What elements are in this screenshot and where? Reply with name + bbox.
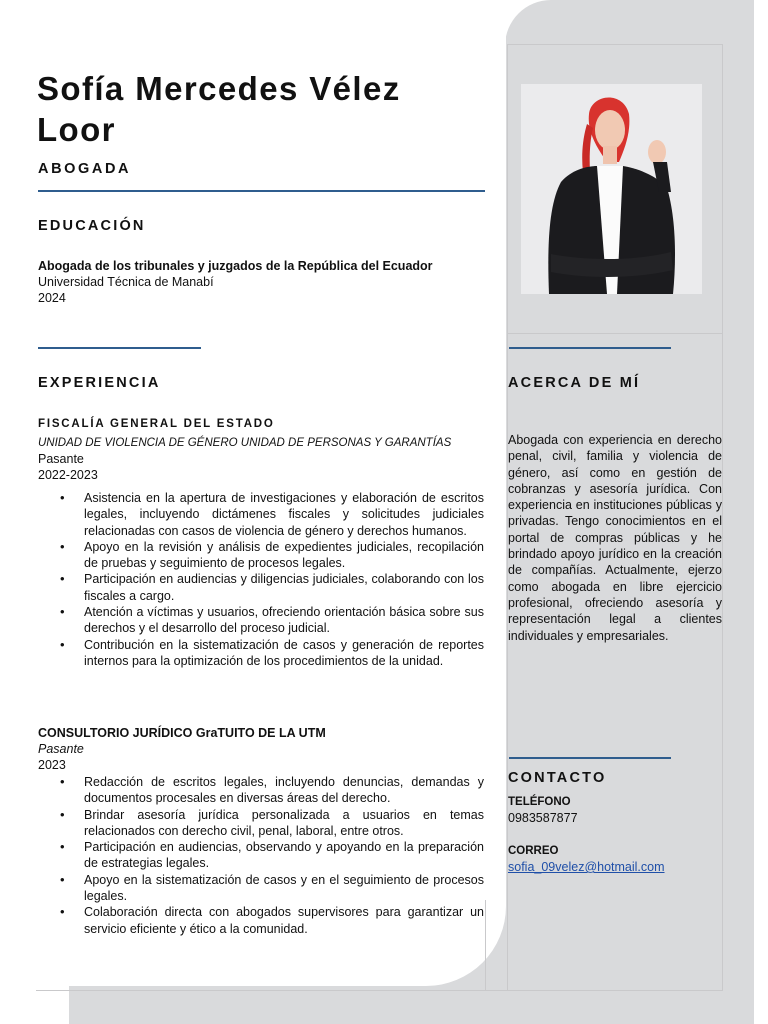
employer-name: FISCALÍA GENERAL DEL ESTADO: [38, 418, 275, 430]
about-heading: ACERCA DE MÍ: [508, 375, 641, 391]
header-divider: [38, 190, 485, 192]
candidate-name: Sofía Mercedes Vélez Loor: [37, 70, 401, 148]
grid-line: [722, 44, 723, 990]
employer-unit: UNIDAD DE VIOLENCIA DE GÉNERO UNIDAD DE PERSONAS Y GARANTÍAS: [38, 437, 452, 449]
education-heading: EDUCACIÓN: [38, 218, 146, 234]
list-item: • Asistencia en la apertura de investigaciones y elaboración de escritos legales, incluyendo dictámenes fiscales y solicitudes judiciales relacionadas con casos de violencia de género y derechos humanos.: [84, 490, 484, 539]
email-link[interactable]: sofia_09velez@hotmail.com: [508, 860, 665, 874]
grid-line: [36, 990, 723, 991]
list-item: • Atención a víctimas y usuarios, ofreciendo orientación básica sobre sus derechos y el desarrollo del proceso judicial.: [84, 604, 484, 637]
list-item: • Brindar asesoría jurídica personalizada a usuarios en temas relacionados con derecho civil, penal, laboral, entre otros.: [84, 807, 484, 840]
job-title: ABOGADA: [38, 161, 132, 177]
education-degree: Abogada de los tribunales y juzgados de la República del Ecuador: [38, 259, 433, 273]
about-divider: [509, 347, 671, 349]
list-item: • Apoyo en la sistematización de casos y en el seguimiento de procesos legales.: [84, 872, 484, 905]
list-item: • Apoyo en la revisión y análisis de expedientes judiciales, recopilación de pruebas y seguimiento de procesos legales.: [84, 539, 484, 572]
grid-line: [507, 333, 723, 334]
list-item: • Contribución en la sistematización de casos y generación de reportes internos para la optimización de los procedimientos de la unidad.: [84, 637, 484, 670]
job-position: Pasante: [38, 742, 84, 756]
job-dates: 2022-2023: [38, 468, 98, 482]
portrait-icon: [521, 84, 702, 294]
education-institution: Universidad Técnica de Manabí: [38, 275, 214, 289]
list-item: • Colaboración directa con abogados supervisores para garantizar un servicio eficiente y ético a la comunidad.: [84, 904, 484, 937]
contact-divider: [509, 757, 671, 759]
email-label: CORREO: [508, 845, 559, 857]
grid-line: [507, 44, 723, 45]
education-year: 2024: [38, 291, 66, 305]
employer-name: CONSULTORIO JURÍDICO GraTUITO DE LA UTM: [38, 726, 326, 740]
grid-line: [485, 900, 486, 990]
portrait-photo: [521, 84, 702, 294]
contact-heading: CONTACTO: [508, 770, 607, 786]
job-dates: 2023: [38, 758, 66, 772]
phone-label: TELÉFONO: [508, 796, 571, 808]
job-duties-list: [38, 490, 484, 669]
experience-heading: EXPERIENCIA: [38, 375, 161, 391]
list-item: • Participación en audiencias y diligencias judiciales, colaborando con los fiscales a cargo.: [84, 571, 484, 604]
education-divider: [38, 347, 201, 349]
phone-number: 0983587877: [508, 811, 578, 825]
list-item: • Redacción de escritos legales, incluyendo denuncias, demandas y documentos procesales en diversas áreas del derecho.: [84, 774, 484, 807]
about-text: Abogada con experiencia en derecho penal, civil, familia y violencia de género, así como en gestión de cobranzas y asesoría jurídica. Con experiencia en instituciones públicas y privadas. Tengo conocimientos en el portal de compras públicas y he brindado apoyo jurídico en la creación de compañías. Actualmente, ejerzo como abogada en libre ejercicio profesional, ofreciendo asesoría y representación legal a clientes individuales y empresariales.: [508, 433, 722, 643]
list-item: • Participación en audiencias, observando y apoyando en la preparación de estrategias legales.: [84, 839, 484, 872]
job-duties-list: [38, 774, 484, 937]
job-position: Pasante: [38, 452, 84, 466]
